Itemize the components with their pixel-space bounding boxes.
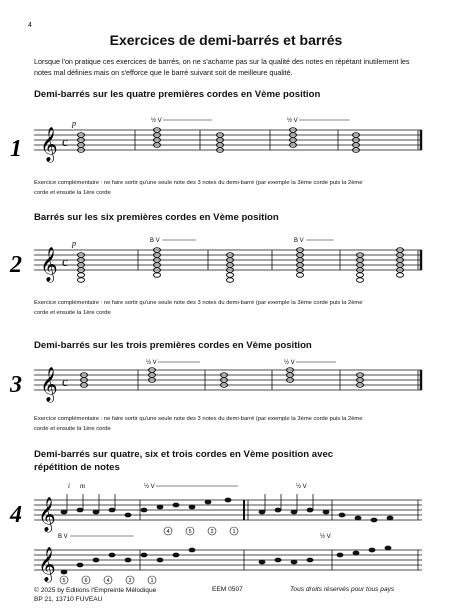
exercise-number-3: 3	[10, 372, 22, 398]
note-line: Exercice complémentaire : ne faire sortir qu'une seule note des 3 notes du demi-barré (par exemple la 3ème corde puis la 2ème	[34, 300, 363, 306]
time-signature: c	[62, 254, 68, 269]
melody-notes	[61, 494, 393, 522]
page-title: Exercices de demi-barrés et barrés	[109, 32, 343, 48]
section-1-heading: Demi-barrés sur les quatre premières cordes en Vème position	[34, 89, 321, 100]
time-signature: c	[62, 134, 68, 149]
heading-line: répétition de notes	[34, 462, 120, 473]
section-3-note	[34, 414, 424, 434]
string-number: 5	[62, 578, 66, 584]
finger-mark: i	[68, 482, 70, 490]
section-3-heading: Demi-barrés sur les trois premières cordes en Vème position	[34, 340, 312, 351]
note-line: Exercice complémentaire : ne faire sortir qu'une seule note des 3 notes du demi-barré (par exemple la 3ème corde puis la 2ème	[34, 180, 363, 186]
time-signature: c	[62, 374, 68, 389]
staff-lines	[34, 550, 422, 570]
staff-1	[0, 108, 452, 172]
barre-mark: ½ V	[320, 534, 331, 540]
treble-clef-icon: 𝄞	[38, 547, 56, 582]
exercise-number-1: 1	[10, 136, 22, 162]
treble-clef-icon: 𝄞	[38, 497, 56, 532]
string-number: 4	[106, 578, 110, 584]
dynamic-mark: p	[72, 239, 76, 248]
section-4-heading	[34, 448, 333, 474]
footer-line: BP 21, 13710 FUVEAU	[34, 596, 103, 603]
staff-2	[0, 232, 452, 298]
exercise-number-4: 4	[10, 502, 22, 528]
note-line: corde et ensuite la 1ère corde	[34, 426, 111, 432]
barre-mark: ½ V	[284, 360, 295, 366]
exercise-number-2: 2	[10, 252, 22, 278]
note-line: corde et ensuite la 1ère corde	[34, 310, 111, 316]
string-number: 6	[84, 578, 88, 584]
barre-mark: ½ V	[287, 118, 298, 124]
barre-mark: ½ V	[151, 118, 162, 124]
finger-mark: m	[80, 482, 86, 490]
staff-3	[0, 356, 452, 420]
string-number: 1	[232, 529, 236, 535]
staff-lines	[34, 130, 422, 150]
barre-mark: ½ V	[146, 360, 157, 366]
section-1-note	[34, 178, 424, 198]
barre-mark: ½ V	[144, 484, 155, 490]
string-number: 2	[210, 529, 214, 535]
footer-rights: Tous droits réservés pour tous pays	[290, 586, 395, 593]
string-number: 2	[128, 578, 132, 584]
barre-mark: B V	[150, 238, 160, 244]
chord-group	[81, 368, 364, 388]
footer-line: © 2025 by Editions l'Empreinte Mélodique	[34, 587, 157, 594]
barre-mark: B V	[58, 534, 68, 540]
dynamic-mark: p	[72, 119, 76, 128]
barre-mark: ½ V	[296, 484, 307, 490]
string-number: 1	[150, 578, 154, 584]
string-number: 5	[188, 529, 192, 535]
footer-copyright	[34, 586, 156, 604]
treble-clef-icon: 𝄞	[40, 127, 58, 162]
section-2-note	[34, 298, 424, 318]
barre-mark: B V	[294, 238, 304, 244]
intro-paragraph: Lorsque l'on pratique ces exercices de barrés, on ne s'acharne pas sur la qualité des notes en répétant inutilement les notes mal définies mais on s'efforce que le barré suivant soit de meilleure qualité.	[34, 57, 410, 77]
page-number: 4	[28, 22, 32, 29]
treble-clef-icon: 𝄞	[40, 367, 58, 402]
section-2-heading: Barrés sur les six premières cordes en Vème position	[34, 212, 279, 223]
note-line: Exercice complémentaire : ne faire sortir qu'une seule note des 3 notes du demi-barré (par exemple la 3ème corde puis la 2ème	[34, 416, 363, 422]
heading-line: Demi-barrés sur quatre, six et trois cordes en Vème position avec	[34, 449, 334, 460]
note-line: corde et ensuite la 1ère corde	[34, 190, 111, 196]
string-number-group	[60, 576, 156, 584]
footer-catalog: EEM 0507	[212, 586, 243, 593]
staff-lines	[34, 500, 422, 520]
staff-4b	[0, 528, 452, 586]
string-number: 4	[166, 529, 170, 535]
treble-clef-icon: 𝄞	[40, 247, 58, 282]
